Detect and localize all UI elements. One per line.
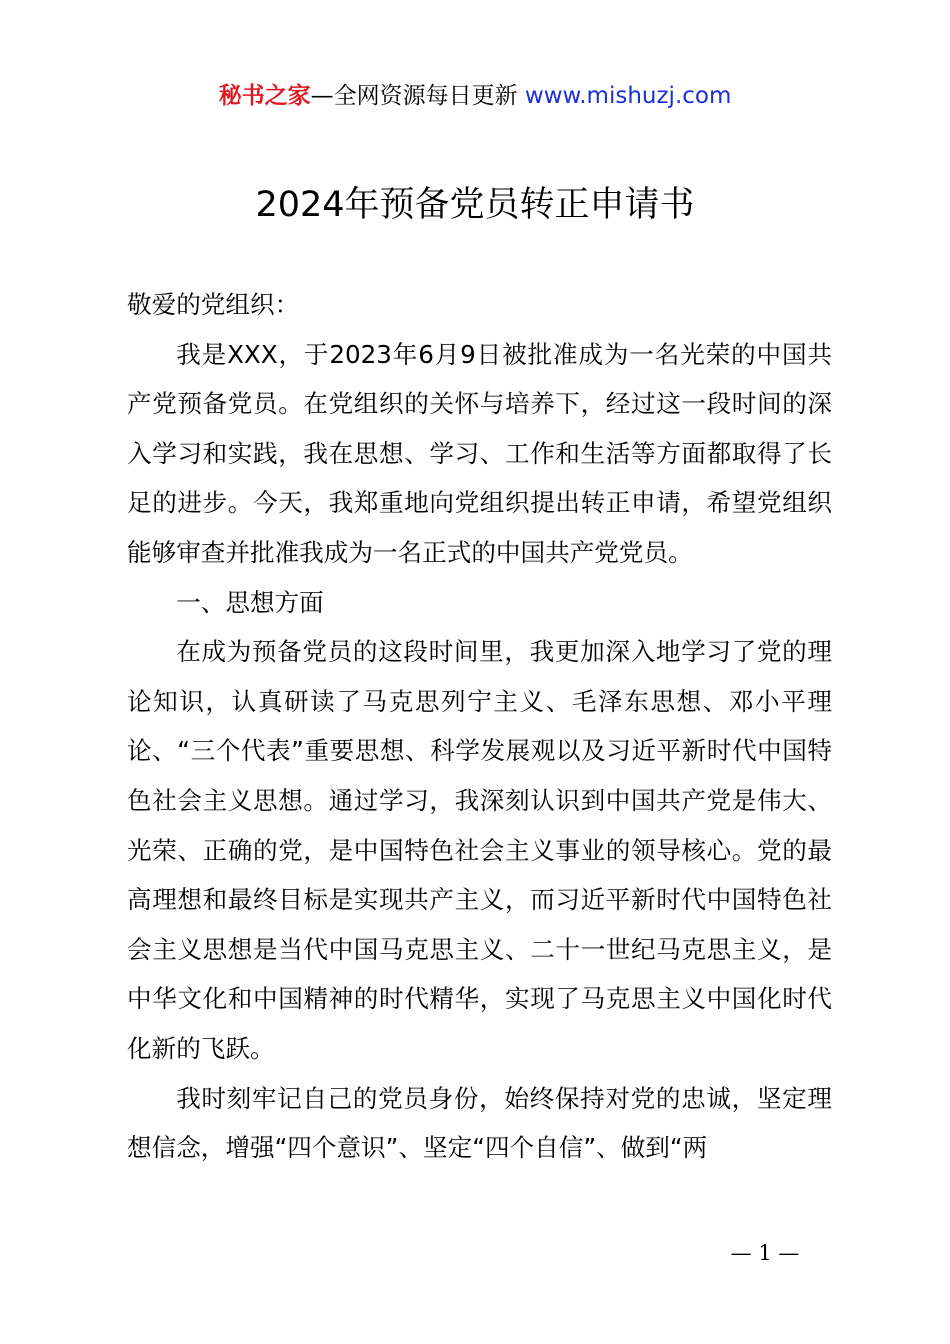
site-url-link[interactable]: www.mishuzj.com bbox=[524, 83, 732, 109]
site-header bbox=[0, 80, 950, 112]
salutation: 敬爱的党组织： bbox=[127, 290, 300, 319]
document-body bbox=[127, 280, 832, 1173]
paragraph-intro: 我是XXX，于2023年6月9日被批准成为一名光荣的中国共产党预备党员。在党组织的关怀与培养下，经过这一段时间的深入学习和实践，我在思想、学习、工作和生活等方面都取得了长足的进步。今天，我郑重地向党组织提出转正申请，希望党组织能够审查并批准我成为一名正式的中国共产党党员。 bbox=[127, 339, 832, 567]
paragraph-ideology: 在成为预备党员的这段时间里，我更加深入地学习了党的理论知识，认真研读了马克思列宁主义、毛泽东思想、邓小平理论、“三个代表”重要思想、科学发展观以及习近平新时代中国特色社会主义思想。通过学习，我深刻认识到中国共产党是伟大、光荣、正确的党，是中国特色社会主义事业的领导核心。党的最高理想和最终目标是实现共产主义，而习近平新时代中国特色社会主义思想是当代中国马克思主义、二十一世纪马克思主义，是中华文化和中国精神的时代精华，实现了马克思主义中国化时代化新的飞跃。 bbox=[127, 637, 832, 1063]
page-number: — 1 — bbox=[730, 1241, 800, 1265]
section-heading-ideology: 一、思想方面 bbox=[176, 587, 324, 617]
document-title: 2024年预备党员转正申请书 bbox=[255, 185, 695, 225]
paragraph-loyalty: 我时刻牢记自己的党员身份，始终保持对党的忠诚，坚定理想信念，增强“四个意识”、坚定“四个自信”、做到“两 bbox=[127, 1083, 832, 1163]
brand-name: 秘书之家 bbox=[218, 83, 311, 109]
header-tagline: —全网资源每日更新 bbox=[310, 83, 518, 109]
